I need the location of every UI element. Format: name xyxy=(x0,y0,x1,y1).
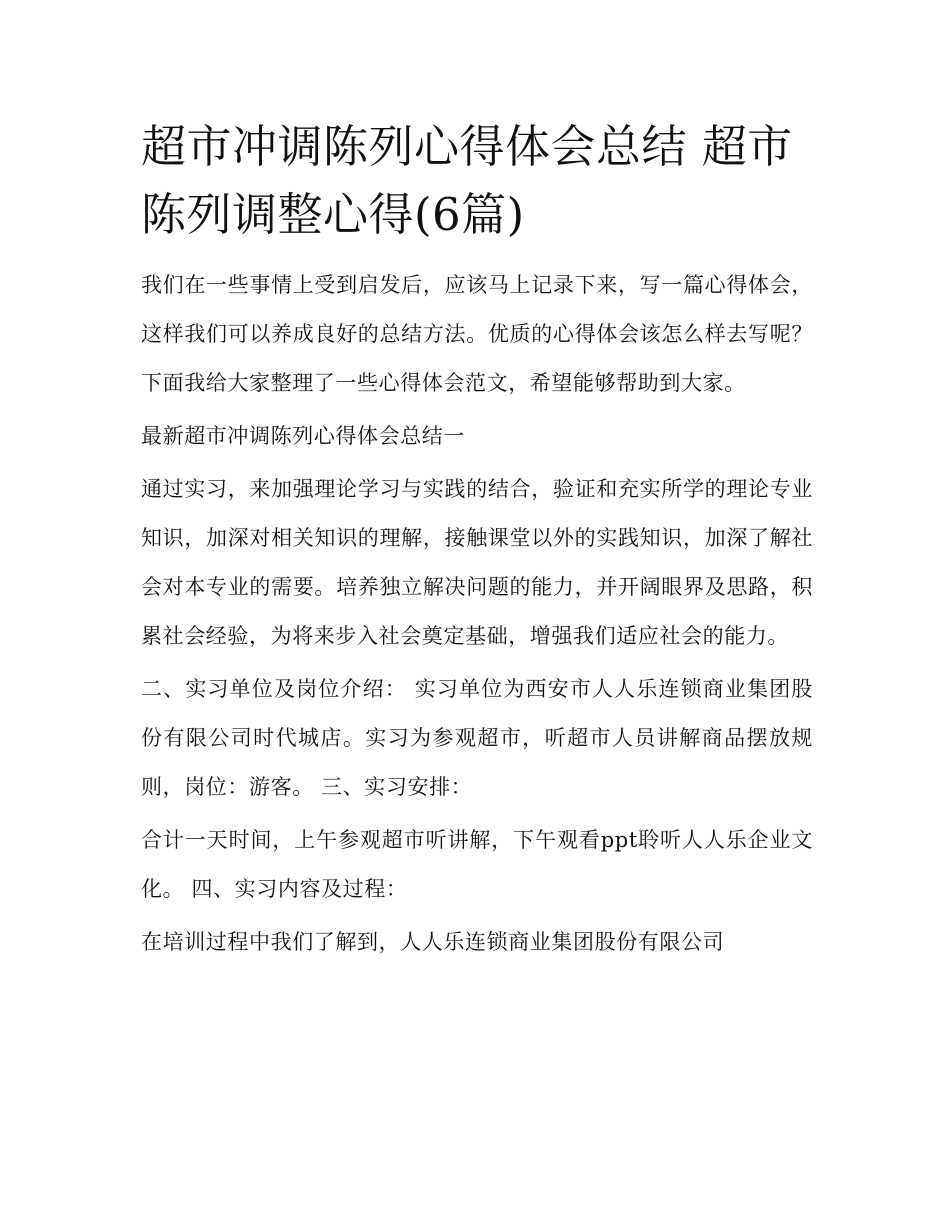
body-paragraph-1: 通过实习，来加强理论学习与实践的结合，验证和充实所学的理论专业知识，加深对相关知识的理解，接触课堂以外的实践知识，加深了解社会对本专业的需要。培养独立解决问题的能力，并开阔眼界及思路，积累社会经验，为将来步入社会奠定基础，增强我们适应社会的能力。 xyxy=(141,477,813,648)
body-paragraph-3: 合计一天时间，上午参观超市听讲解，下午观看ppt聆听人人乐企业文化。 四、实习内容及过程： xyxy=(141,828,813,901)
document-title: 超市冲调陈列心得体会总结 超市陈列调整心得(6篇) xyxy=(141,120,793,241)
intro-paragraph: 我们在一些事情上受到启发后，应该马上记录下来，写一篇心得体会，这样我们可以养成良好的总结方法。优质的心得体会该怎么样去写呢？下面我给大家整理了一些心得体会范文，希望能够帮助到大家。 xyxy=(141,273,813,395)
body-paragraph-4: 在培训过程中我们了解到，人人乐连锁商业集团股份有限公司 xyxy=(141,930,725,954)
section-heading: 最新超市冲调陈列心得体会总结一 xyxy=(141,424,465,448)
document-body xyxy=(141,113,813,971)
body-paragraph-2: 二、实习单位及岗位介绍： 实习单位为西安市人人乐连锁商业集团股份有限公司时代城店。实习为参观超市，听超市人员讲解商品摆放规则，岗位：游客。 三、实习安排： xyxy=(141,677,813,799)
